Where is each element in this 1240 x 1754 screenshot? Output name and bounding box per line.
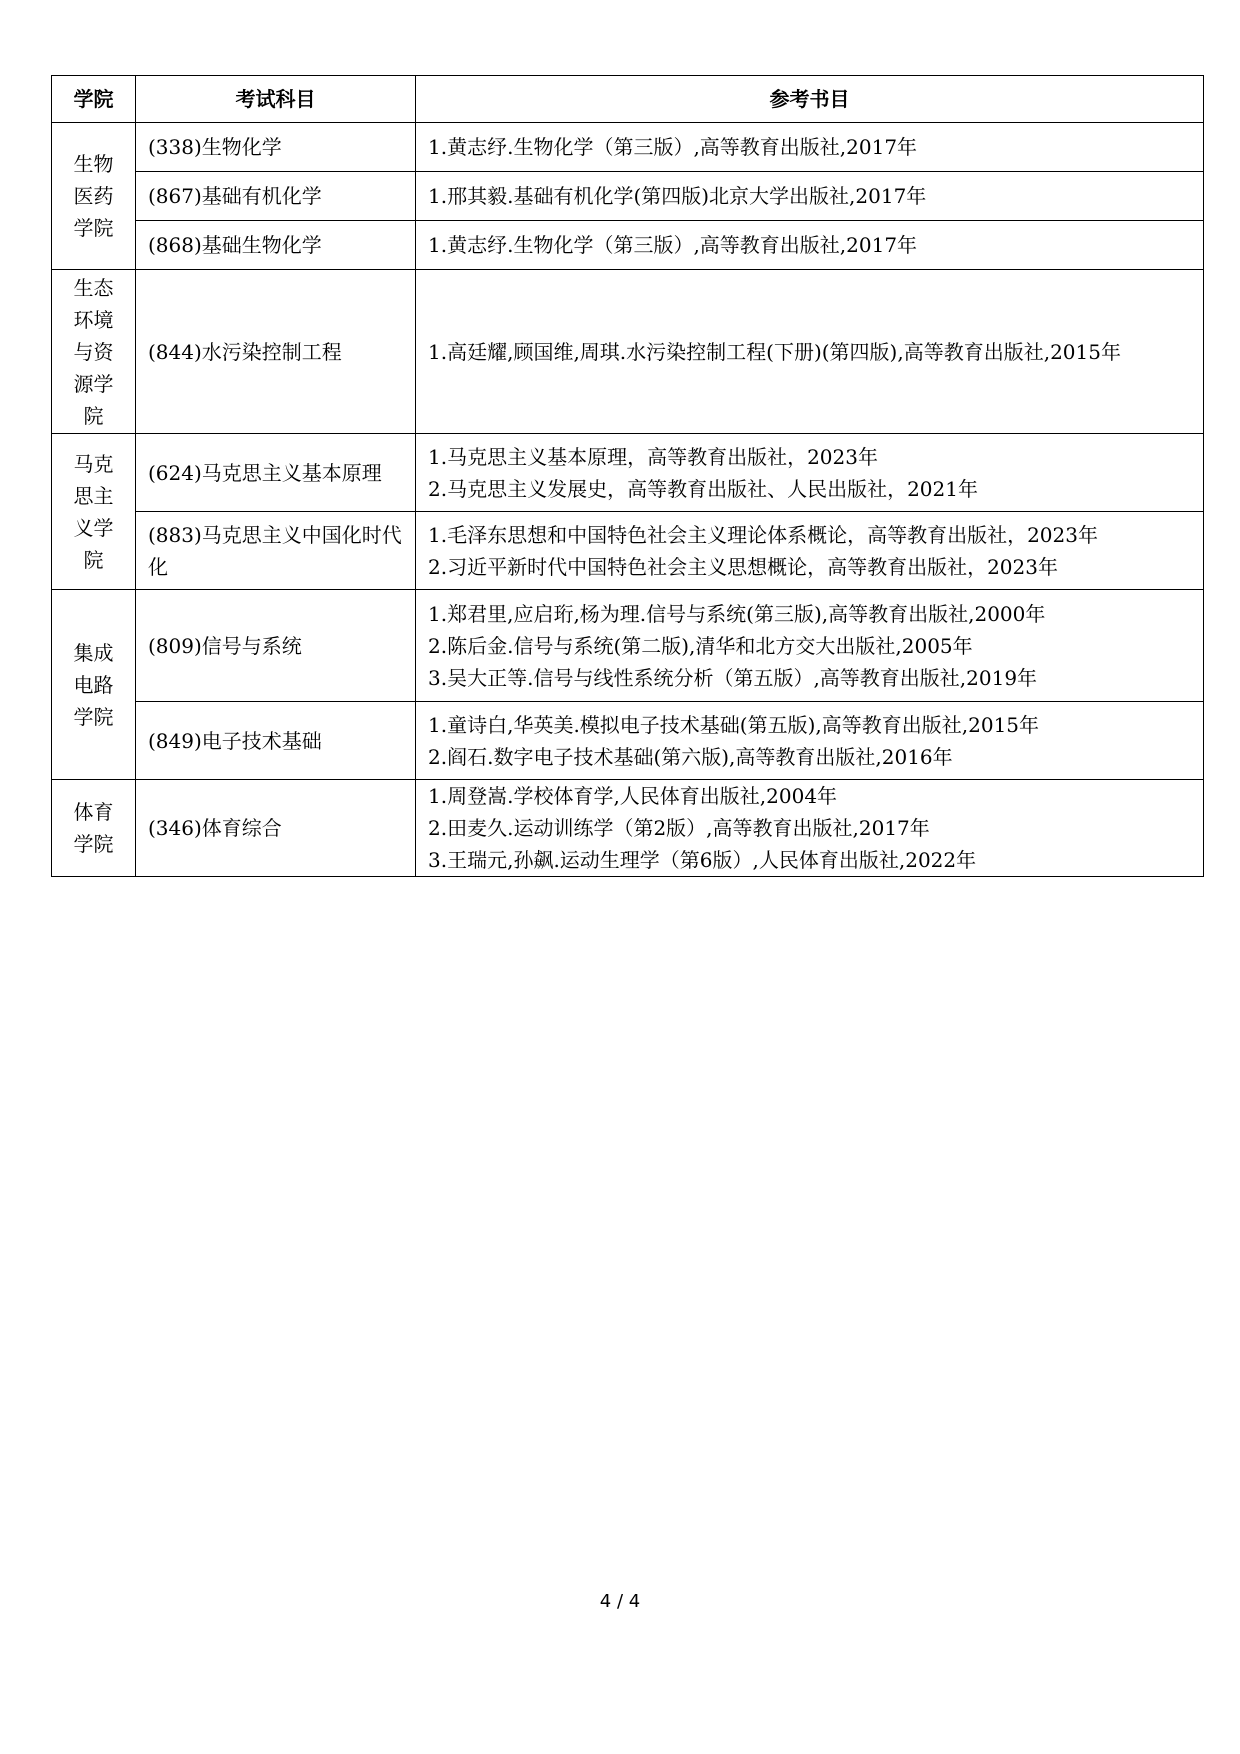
book-entry: 1.黄志纾.生物化学（第三版）,高等教育出版社,2017年 xyxy=(428,135,918,159)
subject-cell: (849)电子技术基础 xyxy=(136,702,416,780)
book-entry: 2.田麦久.运动训练学（第2版）,高等教育出版社,2017年 xyxy=(428,816,930,840)
table-row xyxy=(52,172,1204,221)
subject-cell: (809)信号与系统 xyxy=(136,590,416,702)
books-cell xyxy=(416,123,1204,172)
college-name: 集成电路学院 xyxy=(73,640,114,729)
table-row xyxy=(52,702,1204,780)
book-entry: 1.邢其毅.基础有机化学(第四版)北京大学出版社,2017年 xyxy=(428,184,927,208)
book-entry: 2.马克思主义发展史，高等教育出版社、人民出版社，2021年 xyxy=(428,476,978,501)
books-cell xyxy=(416,780,1204,877)
reference-books-table xyxy=(51,75,1204,877)
table-row xyxy=(52,434,1204,512)
books-cell xyxy=(416,702,1204,780)
college-cell xyxy=(52,123,136,270)
subject-cell: (883)马克思主义中国化时代化 xyxy=(136,512,416,590)
subject-cell: (868)基础生物化学 xyxy=(136,221,416,270)
book-entry: 1.高廷耀,顾国维,周琪.水污染控制工程(下册)(第四版),高等教育出版社,2015年 xyxy=(428,339,1121,364)
subject-cell: (346)体育综合 xyxy=(136,780,416,877)
book-entry: 3.吴大正等.信号与线性系统分析（第五版）,高等教育出版社,2019年 xyxy=(428,665,1038,690)
book-entry: 1.毛泽东思想和中国特色社会主义理论体系概论，高等教育出版社，2023年 xyxy=(428,522,1098,547)
college-cell xyxy=(52,270,136,434)
college-cell xyxy=(52,434,136,590)
books-cell xyxy=(416,590,1204,702)
book-entry: 1.周登嵩.学校体育学,人民体育出版社,2004年 xyxy=(428,784,838,808)
table-row xyxy=(52,221,1204,270)
college-name: 生物医药学院 xyxy=(73,152,114,240)
table-row xyxy=(52,123,1204,172)
table-row xyxy=(52,780,1204,877)
subject-cell: (624)马克思主义基本原理 xyxy=(136,434,416,512)
subject-cell: (844)水污染控制工程 xyxy=(136,270,416,434)
book-entry: 2.习近平新时代中国特色社会主义思想概论，高等教育出版社，2023年 xyxy=(428,554,1058,579)
header-subject: 考试科目 xyxy=(136,76,416,123)
book-entry: 2.陈后金.信号与系统(第二版),清华和北方交大出版社,2005年 xyxy=(428,633,973,658)
header-books: 参考书目 xyxy=(416,76,1204,123)
books-cell xyxy=(416,172,1204,221)
book-entry: 1.黄志纾.生物化学（第三版）,高等教育出版社,2017年 xyxy=(428,233,918,257)
books-cell xyxy=(416,221,1204,270)
header-college: 学院 xyxy=(52,76,136,123)
books-cell xyxy=(416,270,1204,434)
table-row xyxy=(52,270,1204,434)
books-cell xyxy=(416,434,1204,512)
book-entry: 1.童诗白,华英美.模拟电子技术基础(第五版),高等教育出版社,2015年 xyxy=(428,712,1040,737)
table-row xyxy=(52,512,1204,590)
college-name: 体育学院 xyxy=(73,800,114,856)
book-entry: 1.郑君里,应启珩,杨为理.信号与系统(第三版),高等教育出版社,2000年 xyxy=(428,601,1046,626)
college-cell xyxy=(52,590,136,780)
table-row xyxy=(52,590,1204,702)
books-cell xyxy=(416,512,1204,590)
college-cell xyxy=(52,780,136,877)
page-number: 4 / 4 xyxy=(599,1591,641,1612)
college-name: 生态环境与资源学院 xyxy=(73,275,114,428)
book-entry: 3.王瑞元,孙飙.运动生理学（第6版）,人民体育出版社,2022年 xyxy=(428,848,977,872)
book-entry: 2.阎石.数字电子技术基础(第六版),高等教育出版社,2016年 xyxy=(428,744,953,769)
college-name: 马克思主义学院 xyxy=(73,451,114,572)
subject-cell: (867)基础有机化学 xyxy=(136,172,416,221)
book-entry: 1.马克思主义基本原理，高等教育出版社，2023年 xyxy=(428,444,878,469)
subject-cell: (338)生物化学 xyxy=(136,123,416,172)
table-header-row xyxy=(52,76,1204,123)
